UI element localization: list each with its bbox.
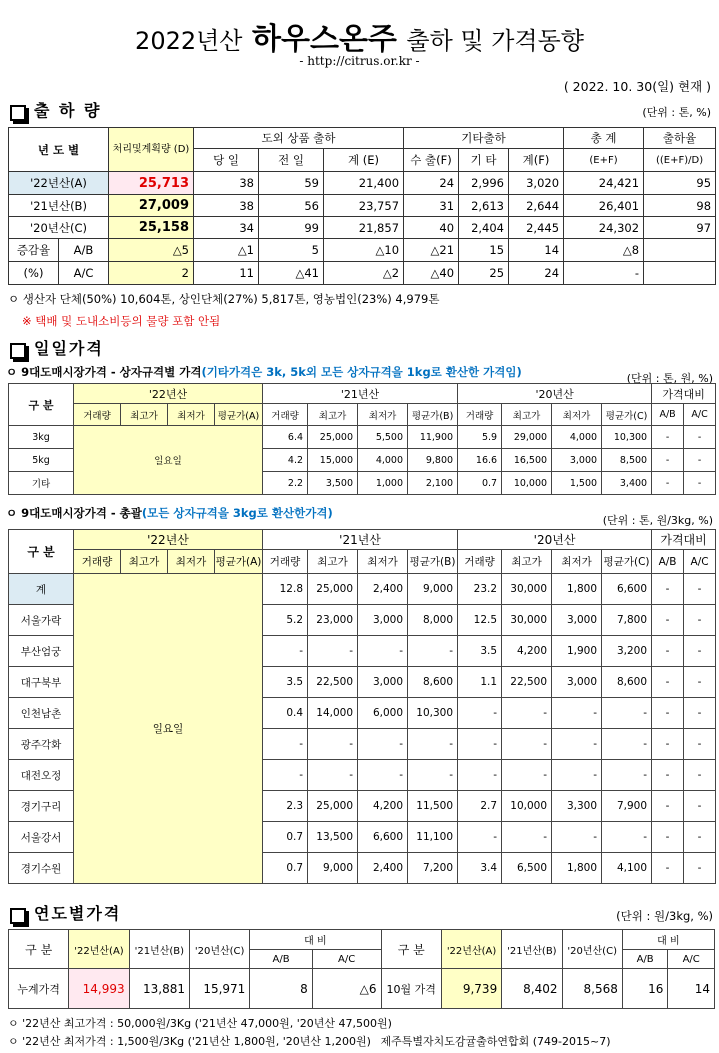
table-row: 3kg 일요일 6.4 25,000 5,500 11,900 5.9 29,000 4,000 10,300 - -: [9, 426, 716, 449]
total-price-table: 구 분 '22년산 '21년산 '20년산 가격대비 거래량 최고가 최저가 평균가(A) 거래량 최고가 최저가 평균가(B) 거래량 최고가 최저가 평균가(C) A/B A/C 계 일요일 12.8 25,000 2,400 9,000 23.2 30,000 1,800 6,600 - - 서울가락 5.2 23,000 3,000 8,000 12.5 30,000 3,000 7,800 - - 부산엄궁 - - - - 3.5 4,200 1,900 3,200 - - 대구북부 3.5 22,500 3,000 8,600 1.1 22,500 3,000 8,600 - - 인천남촌 0.4 14,000 6,000 10,300 - - - - - - 광주각화 - - - - - - - - - - 대전오정 - - - - - - - - - - 경기구리 2.3 25,000 4,200 11,500 2.7 10,000 3,300 7,900 - - 서울강서 0.7 13,500 6,600 11,100 - - - - - - 경기수원 0.7 9,000 2,400 7,200 3.4 6,500 1,800 4,100 - -: [8, 529, 716, 884]
box-price-unit: (단위 : 톤, 원, %): [626, 372, 713, 385]
total-price-caption: ㅇ 9대도매시장가격 - 총괄(모든 상자규격을 3kg로 환산한가격): [6, 506, 333, 520]
shipment-unit: (단위 : 톤, %): [642, 106, 711, 119]
col-sum-f: 계(F): [509, 149, 564, 172]
table-row: 5kg 4.2 15,000 4,000 9,800 16.6 16,500 3,000 8,500 - -: [9, 449, 716, 472]
table-row: 서울강서 0.7 13,500 6,600 11,100 - - - - - -: [9, 822, 716, 853]
table-row: '21년산(B) 27,009 38 56 23,757 31 2,613 2,644 26,401 98: [9, 195, 716, 217]
report-title: [0, 14, 719, 58]
table-row: 대구북부 3.5 22,500 3,000 8,600 1.1 22,500 3,000 8,600 - -: [9, 667, 716, 698]
col-today: 당 일: [194, 149, 259, 172]
col-prev: 전 일: [259, 149, 324, 172]
col-group-other: 기타출하: [404, 128, 564, 149]
box-price-caption: ㅇ 9대도매시장가격 - 상자규격별 가격(기타가격은 3k, 5k외 모든 상자규격을 1kg로 환산한 가격임): [6, 365, 522, 379]
shipment-table: [8, 127, 716, 285]
total-price-unit: (단위 : 톤, 원/3kg, %): [602, 514, 713, 527]
holiday-label: 일요일: [154, 456, 182, 467]
yearly-price-table: 구 분 '22년산(A) '21년산(B) '20년산(C) 대 비 구 분 '22년산(A) '21년산(B) '20년산(C) 대 비 A/B A/C A/B A/C 누계가격 14,993 13,881 15,971 8 △6 10월 가격 9,739 8,402 8,568 16 14: [8, 929, 715, 1009]
section-box-icon: [10, 908, 26, 924]
site-url: - http://citrus.or.kr -: [299, 54, 420, 68]
report-date: ( 2022. 10. 30(일) 현재 ): [563, 79, 711, 94]
title-subject: 출하 및 가격동향: [406, 27, 584, 55]
box-price-table: 구 분 '22년산 '21년산 '20년산 가격대비 거래량 최고가 최저가 평균가(A) 거래량 최고가 최저가 평균가(B) 거래량 최고가 최저가 평균가(C) A/B A/C 3kg 일요일 6.4 25,000 5,500 11,900 5.9 29,000 4,000 10,300 - - 5kg 4.2 15,000 4,000 9,800 16.6 16,500 3,000 8,500 - - 기타 2.2 3,500 1,000 2,100 0.7 10,000 1,500 3,400 - -: [8, 383, 716, 495]
section-box-icon: [10, 105, 26, 121]
table-row: 경기구리 2.3 25,000 4,200 11,500 2.7 10,000 3,300 7,900 - -: [9, 791, 716, 822]
col-export: 수 출(F): [404, 149, 459, 172]
shipment-note-producers: ㅇ 생산자 단체(50%) 10,604톤, 상인단체(27%) 5,817톤, 영농법인(23%) 4,979톤: [8, 292, 440, 306]
title-product: 하우스온주: [252, 22, 397, 57]
section-box-icon: [10, 343, 26, 359]
col-rate: 출하율: [644, 128, 716, 149]
table-row: 누계가격 14,993 13,881 15,971 8 △6 10월 가격 9,739 8,402 8,568 16 14: [9, 969, 715, 1009]
title-year: 2022년산: [135, 27, 243, 55]
table-row: 증감율 A/B △5 △1 5 △10 △21 15 14 △8: [9, 239, 716, 262]
table-row: (%) A/C 2 11 △41 △2 △40 25 24 -: [9, 262, 716, 285]
table-row: 인천남촌 0.4 14,000 6,000 10,300 - - - - - -: [9, 698, 716, 729]
table-row: 서울가락 5.2 23,000 3,000 8,000 12.5 30,000 3,000 7,800 - -: [9, 605, 716, 636]
table-row: 부산엄궁 - - - - 3.5 4,200 1,900 3,200 - -: [9, 636, 716, 667]
section-daily-title: 일일가격: [10, 336, 104, 359]
organization-name: 제주특별자치도감귤출하연합회 (749-2015~7): [380, 1035, 611, 1048]
shipment-note-excluded: ※ 택배 및 도내소비등의 물량 포함 안됨: [22, 314, 221, 328]
col-total-formula: (E+F): [564, 149, 644, 172]
section-yearly-title: 연도별가격: [10, 901, 121, 924]
table-row: 경기수원 0.7 9,000 2,400 7,200 3.4 6,500 1,800 4,100 - -: [9, 853, 716, 884]
max-price-note: ㅇ '22년산 최고가격 : 50,000원/3Kg ('21년산 47,000원, '20년산 47,500원): [8, 1017, 392, 1030]
yearly-unit: (단위 : 원/3kg, %): [616, 909, 713, 923]
col-year: 년 도 별: [9, 128, 109, 172]
col-group-outside: 도외 상품 출하: [194, 128, 404, 149]
min-price-note: ㅇ '22년산 최저가격 : 1,500원/3Kg ('21년산 1,800원, '20년산 1,200원) 제주특별자치도감귤출하연합회 (749-2015~7): [8, 1035, 611, 1048]
table-row: '22년산(A) 25,713 38 59 21,400 24 2,996 3,020 24,421 95: [9, 172, 716, 195]
table-row: 대전오정 - - - - - - - - - -: [9, 760, 716, 791]
col-plan: 처리및계획량 (D): [109, 128, 194, 172]
table-row: 기타 2.2 3,500 1,000 2,100 0.7 10,000 1,500 3,400 - -: [9, 472, 716, 495]
col-total: 총 계: [564, 128, 644, 149]
col-etc: 기 타: [459, 149, 509, 172]
table-row: 광주각화 - - - - - - - - - -: [9, 729, 716, 760]
holiday-label: 일요일: [152, 723, 184, 735]
table-row: '20년산(C) 25,158 34 99 21,857 40 2,404 2,445 24,302 97: [9, 217, 716, 239]
section-shipment-title: 출 하 량: [10, 98, 102, 121]
col-rate-formula: ((E+F)/D): [644, 149, 716, 172]
table-row: 계 일요일 12.8 25,000 2,400 9,000 23.2 30,000 1,800 6,600 - -: [9, 574, 716, 605]
col-sum-e: 계 (E): [324, 149, 404, 172]
